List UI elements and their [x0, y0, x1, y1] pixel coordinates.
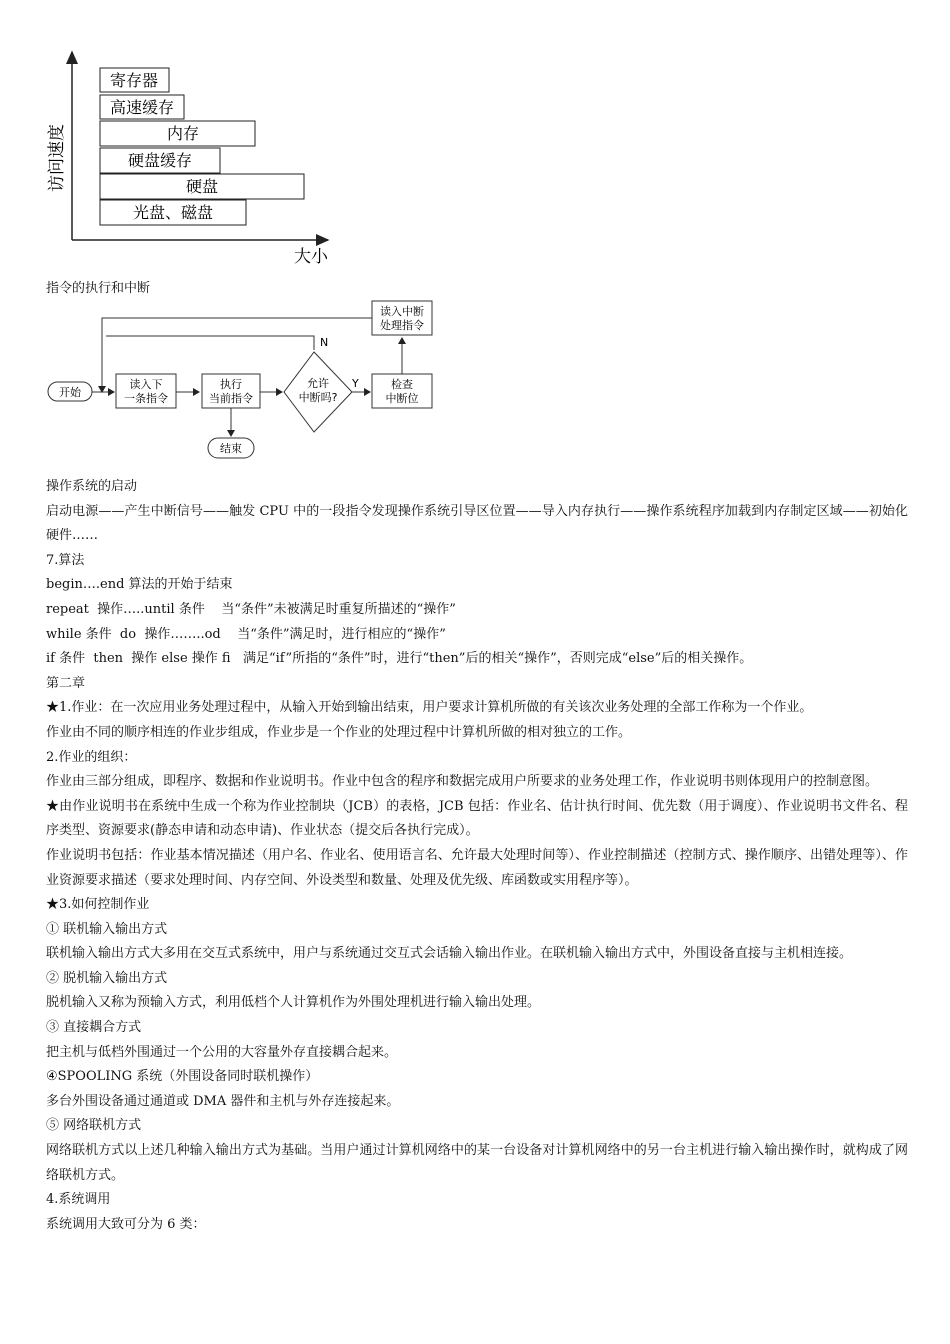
text-line: 联机输入输出方式大多用在交互式系统中，用户与系统通过交互式会话输入输出作业。在联机输入输出方式中，外围设备直接与主机相连接。 [46, 946, 853, 962]
subsection-heading: ⑤ 网络联机方式 [46, 1118, 142, 1134]
subsection-heading: ③ 直接耦合方式 [46, 1020, 142, 1036]
execute-label-1: 执行 [220, 378, 242, 391]
chapter-heading: 第二章 [46, 675, 86, 691]
subsection-heading: ① 联机输入输出方式 [46, 921, 168, 937]
n-branch-line [106, 336, 314, 350]
end-label: 结束 [220, 442, 242, 455]
text-line: 系统调用大致可分为 6 类： [46, 1216, 206, 1232]
read-interrupt-label-2: 处理指令 [380, 319, 424, 332]
text-line: 网络联机方式以上述几种输入输出方式为基础。当用户通过计算机网络中的某一台设备对计算机网络中的另一台主机进行输入输出操作时，就构成了网络联机方式。 [46, 1143, 908, 1183]
text-line: while 条件 do 操作……..od 当“条件”满足时，进行相应的“操作” [46, 626, 446, 642]
label-y: Y [352, 377, 359, 390]
text-line: ★由作业说明书在系统中生成一个称为作业控制块（JCB）的表格，JCB 包括：作业名、估计执行时间、优先数（用于调度）、作业说明书文件名、程序类型、资源要求(静态申请和动态申请)、作业状态（提交后各执行完成）。 [46, 798, 908, 839]
level-cache-label: 高速缓存 [109, 98, 175, 117]
read-next-label-2: 一条指令 [124, 392, 168, 405]
level-disk-label: 硬盘 [185, 177, 219, 196]
text-line: 作业由三部分组成，即程序、数据和作业说明书。作业中包含的程序和数据完成用户所要求的业务处理工作，作业说明书则体现用户的控制意图。 [46, 774, 879, 790]
allow-interrupt-label-2: 中断吗? [298, 391, 338, 404]
check-bit-label-2: 中断位 [385, 392, 419, 405]
allow-interrupt-label-1: 允许 [307, 377, 329, 390]
text-line: 操作系统的启动 [46, 479, 138, 494]
level-optical-label: 光盘、磁盘 [132, 203, 214, 222]
section-heading: ★3.如何控制作业 [46, 897, 150, 913]
text-line: repeat 操作…..until 条件 当“条件”未被满足时重复所描述的“操作” [46, 601, 456, 617]
level-memory-label: 内存 [166, 124, 200, 143]
section-heading: 2.作业的组织： [46, 749, 137, 765]
text-line: ★1.作业：在一次应用业务处理过程中，从输入开始到输出结束，用户要求计算机所做的有关该次业务处理的全部工作称为一个作业。 [46, 700, 813, 716]
label-n: N [320, 336, 329, 349]
flowchart-caption: 指令的执行和中断 [46, 281, 151, 296]
text-line: 脱机输入又称为预输入方式，利用低档个人计算机作为外围处理机进行输入输出处理。 [46, 995, 541, 1011]
level-disk-cache-label: 硬盘缓存 [127, 151, 193, 170]
read-interrupt-label-1: 读入中断 [380, 305, 424, 318]
text-line: 作业说明书包括：作业基本情况描述（用户名、作业名、使用语言名、允许最大处理时间等）、作业控制描述（控制方式、操作顺序、出错处理等）、作业资源要求描述（要求处理时间、内存空间、外设类型和数量、处理及优先级、库函数或实用程序等）。 [46, 847, 908, 888]
execute-label-2: 当前指令 [209, 392, 253, 405]
text-line: if 条件 then 操作 else 操作 fi 满足“if”所指的“条件”时，进行“then”后的相关“操作”，否则完成“else”后的相关操作。 [46, 651, 753, 667]
text-line: 作业由不同的顺序相连的作业步组成，作业步是一个作业的处理过程中计算机所做的相对独立的工作。 [46, 724, 632, 740]
subsection-heading: ② 脱机输入输出方式 [46, 970, 168, 986]
section-heading: 7.算法 [46, 552, 85, 568]
y-axis-label: 访问速度 [47, 124, 67, 192]
x-axis-label: 大小 [294, 247, 328, 267]
text-line: begin….end 算法的开始于结束 [46, 577, 233, 593]
memory-hierarchy-diagram [40, 40, 340, 270]
subsection-heading: ④SPOOLING 系统（外围设备同时联机操作） [46, 1069, 319, 1085]
text-line: 启动电源——产生中断信号——触发 CPU 中的一段指令发现操作系统引导区位置——导入内存执行——操作系统程序加载到内存制定区域——初始化硬件…… [46, 503, 908, 544]
document-body [46, 475, 908, 1237]
interrupt-flowchart [44, 296, 444, 466]
section-heading: 4.系统调用 [46, 1192, 111, 1208]
text-line: 把主机与低档外围通过一个公用的大容量外存直接耦合起来。 [46, 1044, 398, 1060]
check-bit-label-1: 检查 [391, 378, 413, 391]
read-next-label-1: 读入下 [129, 378, 163, 391]
level-register-label: 寄存器 [109, 71, 159, 90]
text-line: 多台外围设备通过通道或 DMA 器件和主机与外存连接起来。 [46, 1093, 400, 1109]
start-label: 开始 [59, 386, 81, 399]
